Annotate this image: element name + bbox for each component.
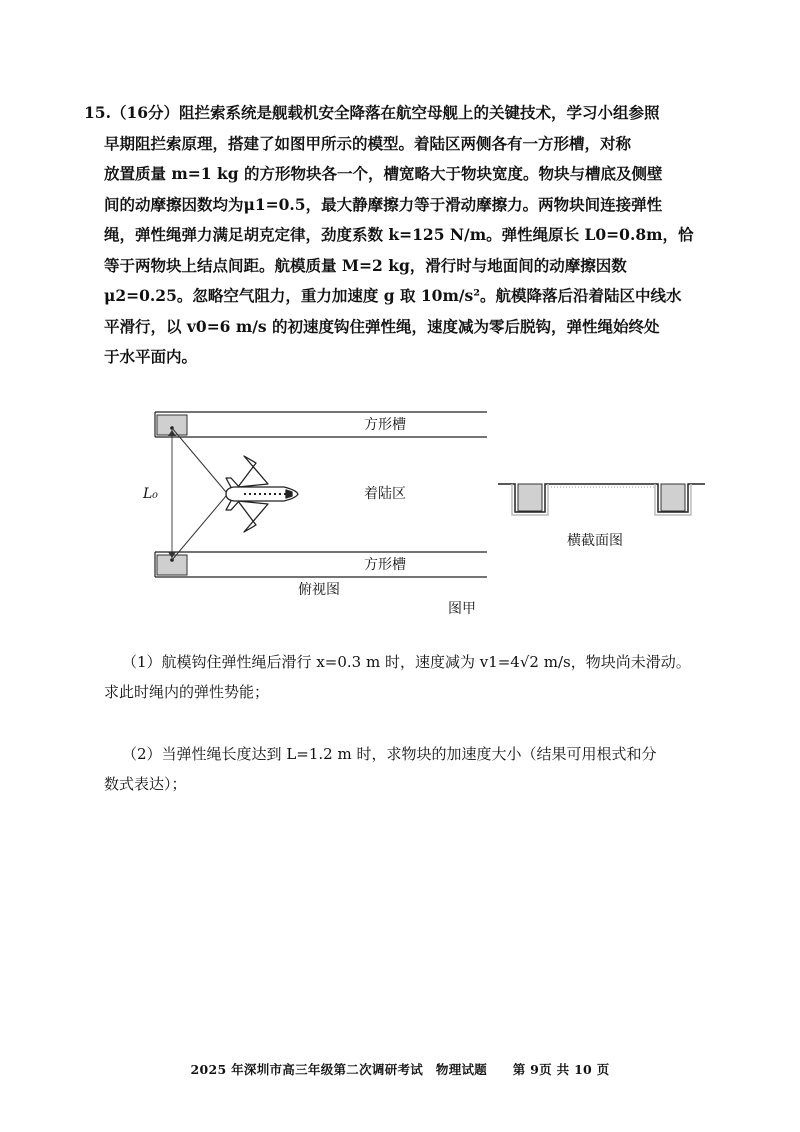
problem-line-6: 等于两物块上结点间距。航模质量 M=2 kg，滑行时与地面间的动摩擦因数 bbox=[104, 255, 627, 275]
length-dimension bbox=[168, 430, 176, 558]
bottom-slot bbox=[155, 552, 487, 577]
elastic-rope bbox=[172, 428, 226, 560]
figure-caption: 图甲 bbox=[448, 601, 476, 617]
problem-line-2: 早期阻拦索原理，搭建了如图甲所示的模型。着陆区两侧各有一方形槽，对称 bbox=[104, 133, 632, 153]
problem-line-4: 间的动摩擦因数均为μ1=0.5，最大静摩擦力等于滑动摩擦力。两物块间连接弹性 bbox=[104, 194, 663, 214]
top-view-caption: 俯视图 bbox=[298, 582, 340, 598]
problem-line-1: 15.（16分）阻拦索系统是舰载机安全降落在航空母舰上的关键技术，学习小组参照 bbox=[84, 103, 660, 122]
slot-label-top: 方形槽 bbox=[364, 417, 406, 433]
problem-line-3: 放置质量 m=1 kg 的方形物块各一个，槽宽略大于物块宽度。物块与槽底及侧壁 bbox=[104, 164, 663, 183]
landing-zone-label: 着陆区 bbox=[364, 486, 406, 502]
cross-section-diagram bbox=[498, 484, 705, 515]
problem-line-7: μ2=0.25。忽略空气阻力，重力加速度 g 取 10m/s²。航模降落后沿着陆区中线水 bbox=[104, 286, 682, 305]
question-1-line-1: （1）航模钩住弹性绳后滑行 x=0.3 m 时，速度减为 v1=4√2 m/s，物块尚未滑动。 bbox=[122, 653, 691, 671]
top-slot bbox=[155, 412, 487, 437]
slot-label-bottom: 方形槽 bbox=[364, 557, 406, 573]
problem-line-9: 于水平面内。 bbox=[104, 347, 198, 366]
question-2-line-1: （2）当弹性绳长度达到 L=1.2 m 时，求物块的加速度大小（结果可用根式和分 bbox=[122, 745, 657, 763]
page-footer: 2025 年深圳市高三年级第二次调研考试 物理试题 第 9页 共 10 页 bbox=[190, 1062, 610, 1077]
length-label: L₀ bbox=[143, 486, 158, 502]
problem-line-8: 平滑行，以 v0=6 m/s 的初速度钩住弹性绳，速度减为零后脱钩，弹性绳始终处 bbox=[104, 316, 660, 336]
problem-line-5: 绳，弹性绳弹力满足胡克定律，劲度系数 k=125 N/m。弹性绳原长 L0=0.8m，恰 bbox=[104, 225, 694, 244]
cross-section-left-block bbox=[518, 484, 542, 511]
cross-section-right-block bbox=[661, 484, 685, 511]
cross-section-caption: 横截面图 bbox=[567, 533, 623, 549]
question-1-line-2: 求此时绳内的弹性势能； bbox=[104, 683, 270, 701]
question-2-line-2: 数式表达）； bbox=[104, 775, 187, 793]
airplane-icon bbox=[226, 456, 298, 532]
